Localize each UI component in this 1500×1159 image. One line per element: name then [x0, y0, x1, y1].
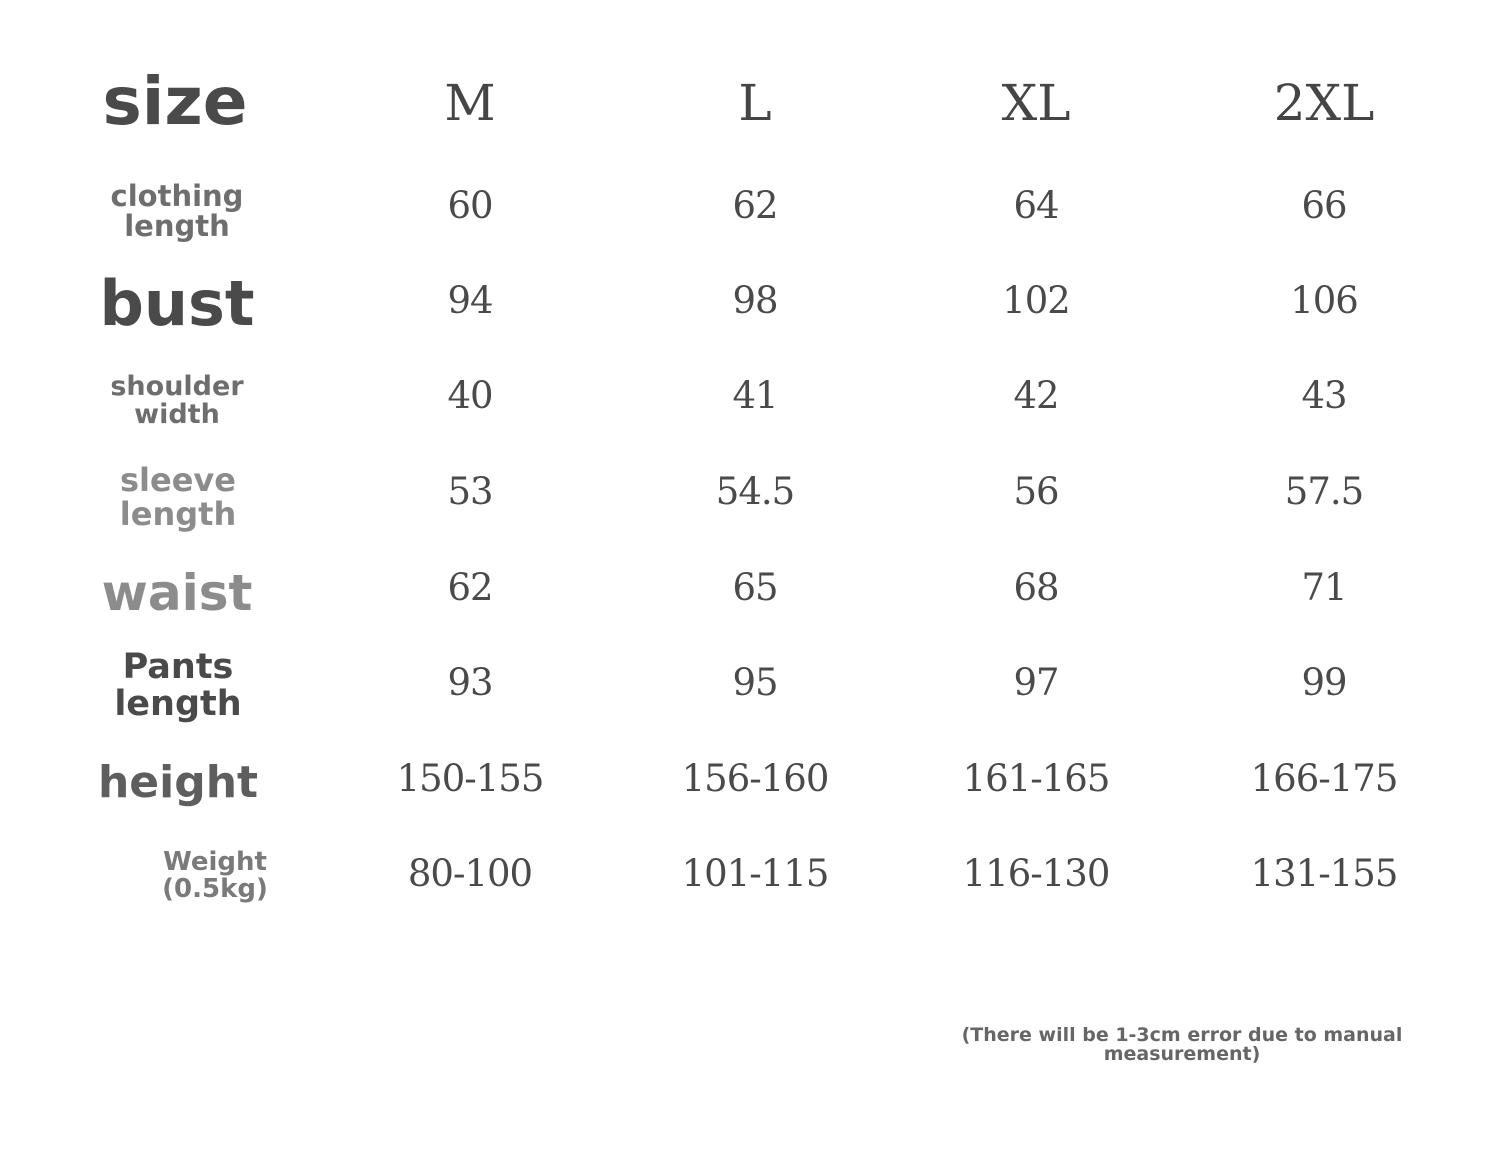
cell-pants-length-m: 93 [447, 660, 493, 704]
cell-clothing-length-m: 60 [447, 183, 493, 227]
cell-waist-l: 65 [732, 565, 778, 609]
cell-weight-xl: 116-130 [962, 851, 1110, 895]
cell-height-xl: 161-165 [962, 756, 1110, 800]
cell-bust-l: 98 [732, 278, 778, 322]
cell-weight-l: 101-115 [681, 851, 829, 895]
cell-clothing-length-2xl: 66 [1301, 183, 1347, 227]
cell-bust-m: 94 [447, 278, 493, 322]
row-label-bust: bust [99, 267, 255, 341]
cell-clothing-length-xl: 64 [1013, 183, 1059, 227]
cell-sleeve-length-l: 54.5 [715, 469, 795, 513]
cell-sleeve-length-2xl: 57.5 [1284, 469, 1364, 513]
row-label-shoulder-width: shoulder width [110, 370, 244, 430]
cell-pants-length-2xl: 99 [1301, 660, 1347, 704]
cell-sleeve-length-m: 53 [447, 469, 493, 513]
cell-shoulder-width-l: 41 [732, 373, 778, 417]
row-label-weight: Weight (0.5kg) [162, 846, 268, 904]
cell-bust-2xl: 106 [1290, 278, 1358, 322]
cell-height-l: 156-160 [681, 756, 829, 800]
cell-waist-xl: 68 [1013, 565, 1059, 609]
row-label-height: height [97, 756, 259, 808]
cell-weight-m: 80-100 [407, 851, 533, 895]
cell-shoulder-width-m: 40 [447, 373, 493, 417]
cell-weight-2xl: 131-155 [1250, 851, 1398, 895]
cell-shoulder-width-xl: 42 [1013, 373, 1059, 417]
cell-height-m: 150-155 [396, 756, 544, 800]
cell-waist-2xl: 71 [1301, 565, 1347, 609]
size-header-label: size [102, 63, 248, 141]
row-label-clothing-length: clothing length [110, 178, 244, 243]
row-label-waist: waist [101, 563, 253, 622]
cell-sleeve-length-xl: 56 [1013, 469, 1059, 513]
size-column-m: M [444, 74, 496, 132]
row-label-pants-length: Pants length [114, 647, 242, 724]
cell-waist-m: 62 [447, 565, 493, 609]
cell-pants-length-l: 95 [732, 660, 778, 704]
measurement-error-note: (There will be 1-3cm error due to manual measurement) [961, 1024, 1403, 1065]
cell-shoulder-width-2xl: 43 [1301, 373, 1347, 417]
cell-clothing-length-l: 62 [732, 183, 778, 227]
cell-height-2xl: 166-175 [1250, 756, 1398, 800]
cell-bust-xl: 102 [1002, 278, 1070, 322]
size-column-2xl: 2XL [1273, 74, 1375, 132]
cell-pants-length-xl: 97 [1013, 660, 1059, 704]
size-column-l: L [738, 74, 772, 132]
row-label-sleeve-length: sleeve length [119, 461, 237, 533]
size-column-xl: XL [1001, 74, 1071, 132]
